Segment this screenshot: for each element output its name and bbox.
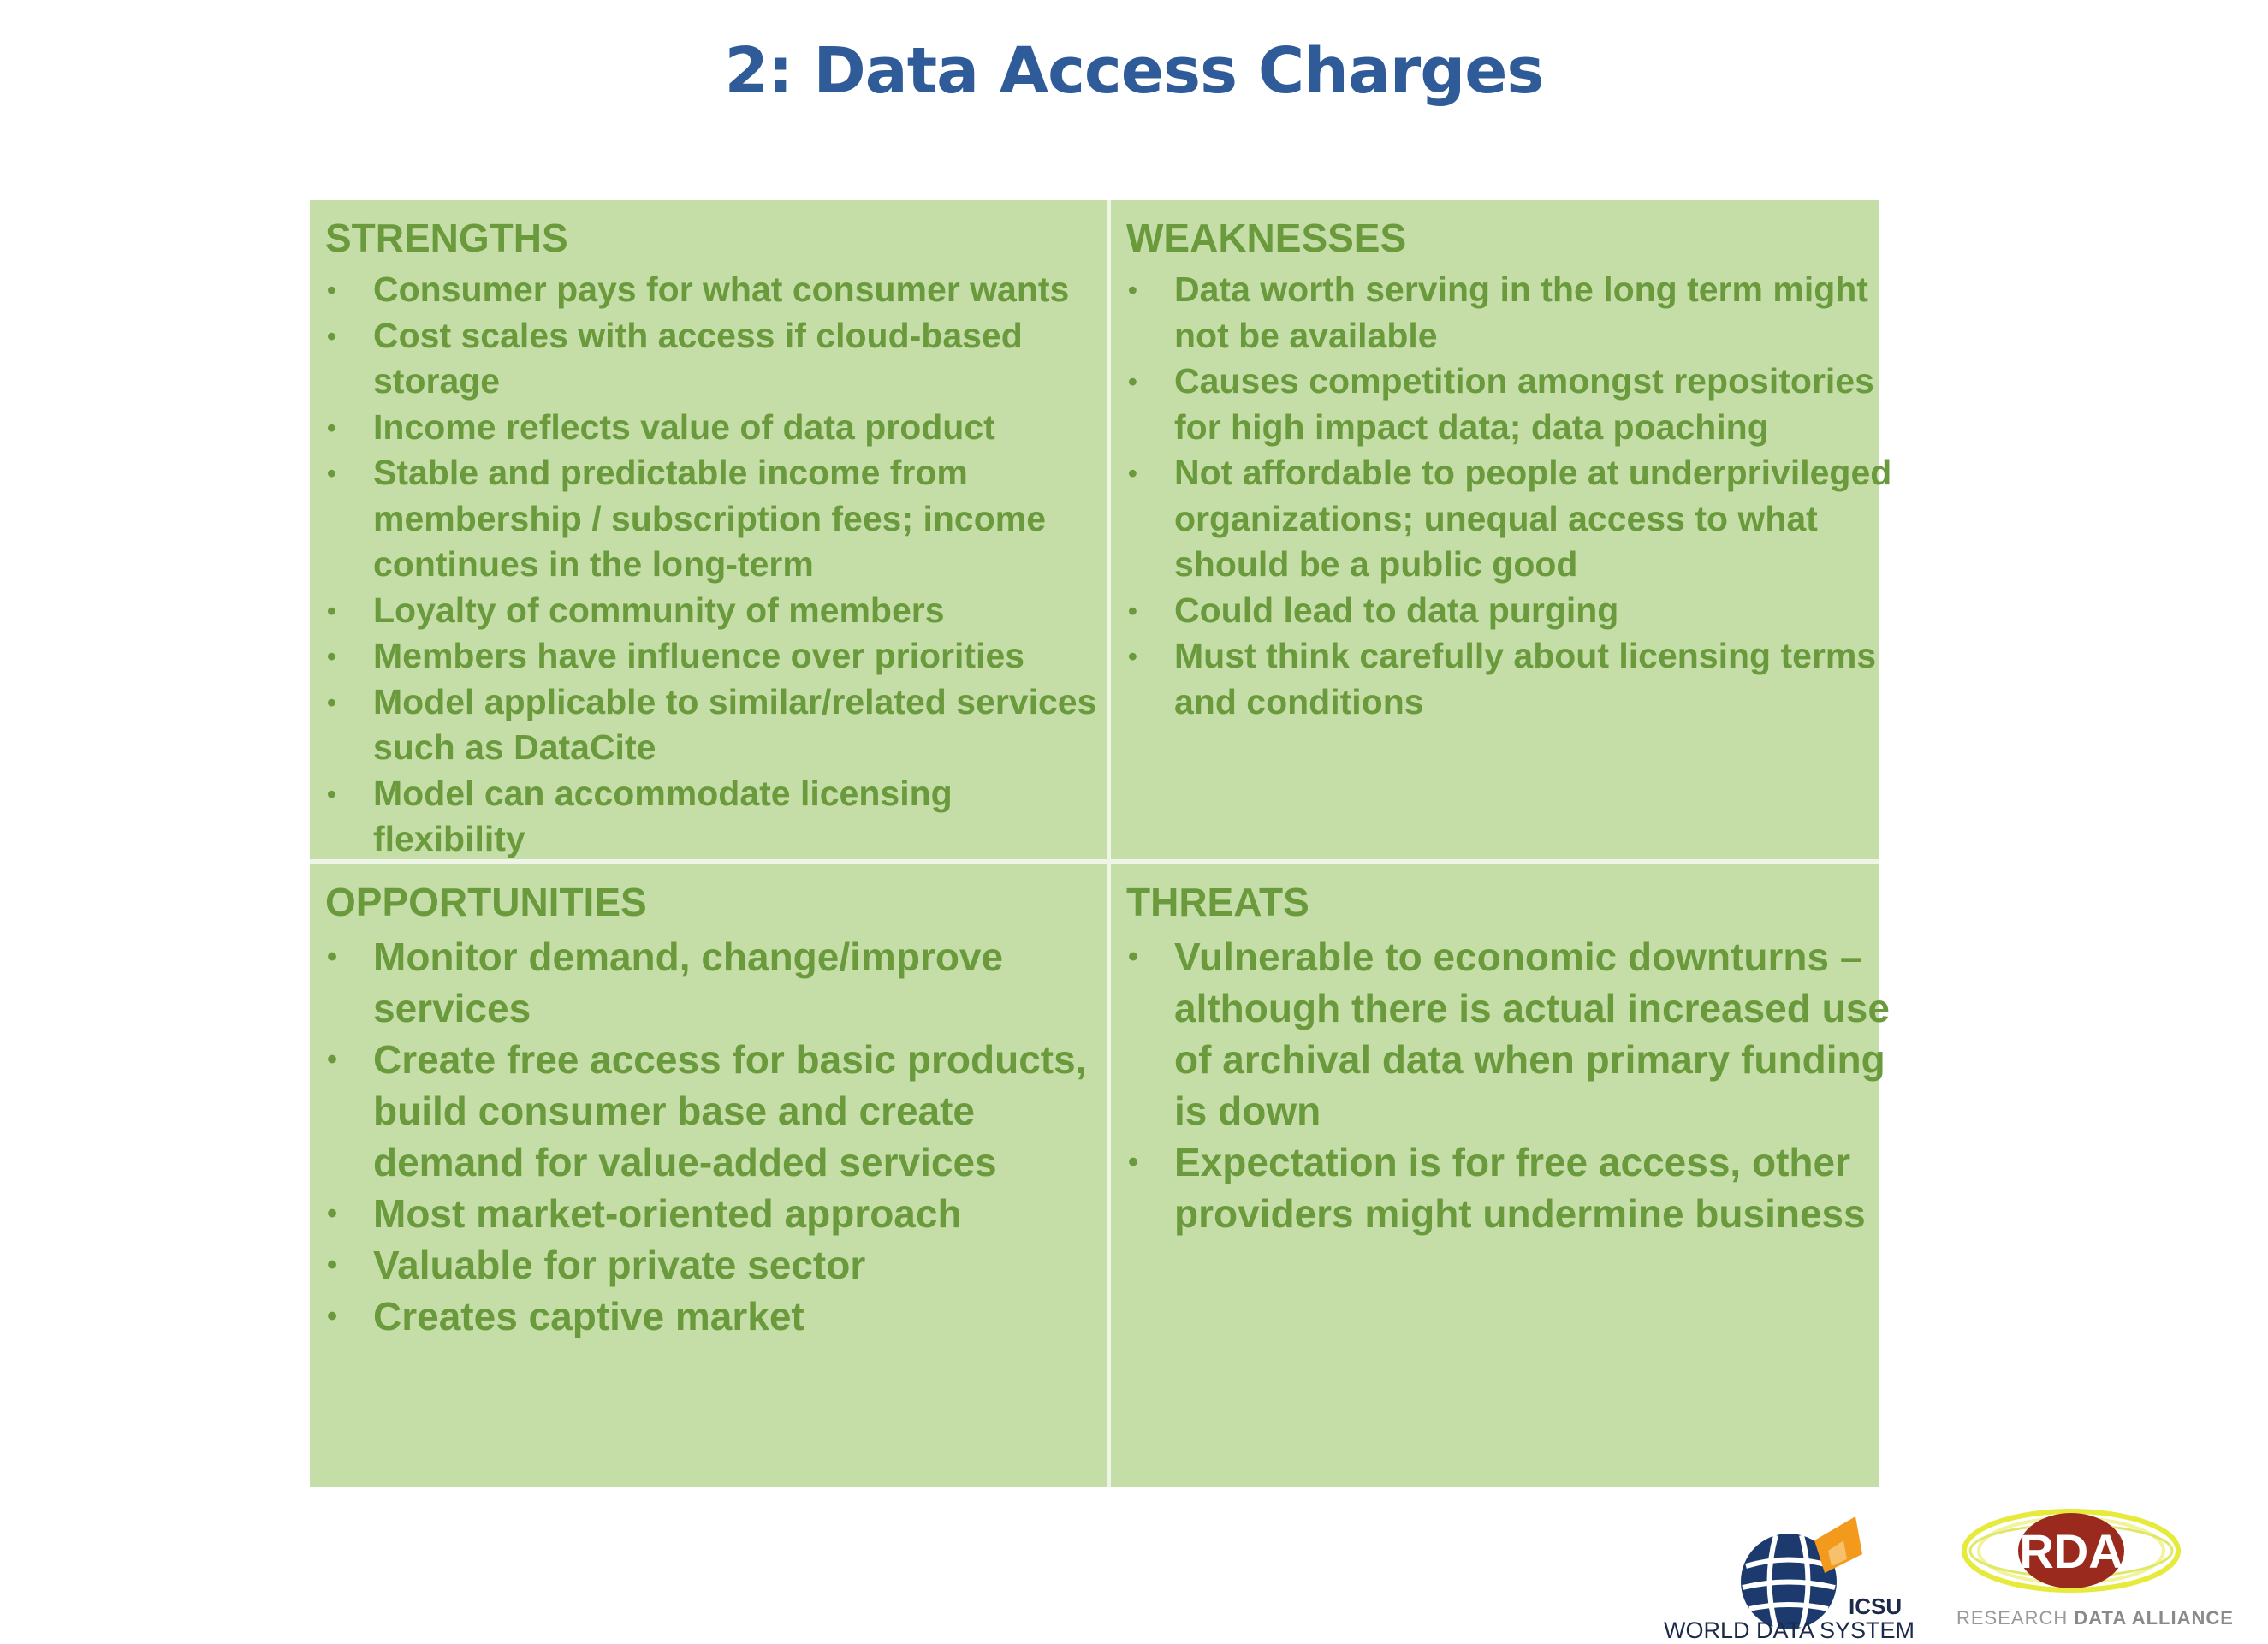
list-item-text: flexibility — [373, 819, 525, 858]
bullet-glyph: • — [327, 641, 336, 671]
bullet-glyph: • — [1128, 366, 1137, 396]
list-item — [325, 1188, 1094, 1239]
list-item-text: organizations; unequal access to what — [1174, 498, 1818, 538]
bullet-glyph: • — [1128, 941, 1139, 973]
bullet-glyph: • — [327, 1197, 338, 1230]
bullet-glyph: • — [1128, 1146, 1139, 1178]
bullet-glyph: • — [327, 1300, 338, 1332]
list-item-text: continues in the long-term — [373, 544, 814, 584]
opportunities-list — [325, 931, 1094, 1342]
bullet-glyph: • — [1128, 275, 1137, 305]
list-item-text: providers might undermine business — [1174, 1191, 1866, 1236]
list-item — [325, 359, 1094, 405]
list-item-text: Cost scales with access if cloud-based — [373, 315, 1023, 355]
weaknesses-list — [1126, 267, 1892, 725]
bullet-glyph: • — [327, 941, 338, 973]
rda-mark-text: RDA — [2019, 1524, 2123, 1578]
rda-name-light: RESEARCH — [1956, 1607, 2069, 1629]
bullet-glyph: • — [327, 686, 336, 717]
list-item — [1126, 1188, 1866, 1239]
research-data-alliance-label — [1956, 1607, 2234, 1629]
list-item — [325, 633, 1094, 680]
list-item-text: Most market-oriented approach — [373, 1191, 962, 1236]
list-item — [325, 267, 1094, 313]
slide-title: 2: Data Access Charges — [724, 34, 1544, 108]
list-item — [325, 542, 1094, 588]
list-item-text: Valuable for private sector — [373, 1243, 866, 1287]
list-item-text: membership / subscription fees; income — [373, 498, 1047, 538]
threats-quadrant — [1111, 864, 1890, 1487]
bullet-glyph: • — [327, 1043, 338, 1076]
list-item — [325, 405, 1094, 451]
list-item — [325, 1034, 1094, 1085]
list-item-text: Monitor demand, change/improve — [373, 935, 1004, 979]
list-item — [1126, 359, 1874, 405]
list-item — [1126, 450, 1892, 496]
list-item — [325, 771, 1094, 817]
list-item — [1126, 267, 1866, 313]
list-item-text: Consumer pays for what consumer wants — [373, 270, 1070, 309]
bullet-glyph: • — [327, 1249, 338, 1281]
list-item-text: Data worth serving in the long term might — [1174, 270, 1868, 309]
world-data-system-label: WORLD DATA SYSTEM — [1664, 1617, 1915, 1643]
strengths-quadrant — [310, 200, 1107, 859]
list-item-text: Expectation is for free access, other — [1174, 1140, 1850, 1184]
list-item-text: Model applicable to similar/related services — [373, 681, 1097, 721]
list-item — [1126, 931, 1866, 982]
list-item-text: such as DataCite — [373, 727, 656, 767]
list-item-text: Income reflects value of data product — [373, 407, 995, 447]
list-item — [325, 816, 1094, 863]
list-item — [1126, 1137, 1866, 1188]
bullet-glyph: • — [1128, 641, 1137, 671]
list-item — [325, 725, 1094, 771]
bullet-glyph: • — [1128, 458, 1137, 488]
bullet-glyph: • — [327, 320, 336, 351]
list-item-text: not be available — [1174, 315, 1438, 355]
list-item — [1126, 496, 1866, 543]
list-item-text: demand for value-added services — [373, 1140, 997, 1184]
list-item-text: and conditions — [1174, 681, 1424, 721]
list-item-text: Must think carefully about licensing terms — [1174, 636, 1877, 675]
list-item-text: Not affordable to people at underprivileged — [1174, 453, 1892, 492]
list-item — [1126, 633, 1877, 680]
bullet-glyph: • — [327, 595, 336, 626]
list-item — [325, 680, 1097, 726]
list-item — [1126, 588, 1866, 634]
list-item — [325, 931, 1094, 982]
bullet-glyph: • — [327, 412, 336, 442]
list-item-text: although there is actual increased use — [1174, 986, 1890, 1030]
list-item-text: Causes competition amongst repositories — [1174, 361, 1874, 401]
list-item-text: Could lead to data purging — [1174, 590, 1619, 630]
list-item-text: should be a public good — [1174, 544, 1578, 584]
opportunities-quadrant — [310, 864, 1107, 1487]
list-item-text: Creates captive market — [373, 1294, 804, 1338]
list-item — [1126, 680, 1866, 726]
list-item-text: Model can accommodate licensing — [373, 773, 953, 813]
list-item — [1126, 405, 1866, 451]
list-item — [1126, 542, 1866, 588]
list-item — [325, 982, 1094, 1034]
threats-heading: THREATS — [1126, 880, 1309, 924]
weaknesses-quadrant — [1111, 200, 1892, 859]
weaknesses-heading: WEAKNESSES — [1126, 216, 1407, 260]
list-item-text: Loyalty of community of members — [373, 590, 945, 630]
list-item — [325, 496, 1094, 543]
list-item-text: storage — [373, 361, 501, 401]
list-item — [325, 1137, 1094, 1188]
list-item-text: for high impact data; data poaching — [1174, 407, 1769, 447]
list-item-text: Stable and predictable income from — [373, 453, 968, 492]
list-item-text: services — [373, 986, 531, 1030]
list-item — [325, 450, 1094, 496]
list-item — [1126, 1085, 1866, 1137]
list-item — [325, 1239, 1094, 1291]
threats-list — [1126, 931, 1890, 1239]
bullet-glyph: • — [327, 778, 336, 809]
list-item — [1126, 313, 1866, 359]
list-item — [325, 1291, 1094, 1342]
list-item-text: Members have influence over priorities — [373, 636, 1025, 675]
strengths-heading: STRENGTHS — [325, 216, 568, 260]
list-item — [325, 1085, 1094, 1137]
list-item-text: of archival data when primary funding — [1174, 1037, 1885, 1082]
bullet-glyph: • — [327, 458, 336, 488]
opportunities-heading: OPPORTUNITIES — [325, 880, 647, 924]
list-item — [1126, 1034, 1885, 1085]
list-item — [1126, 982, 1890, 1034]
strengths-list — [325, 267, 1097, 863]
icsu-label: ICSU — [1849, 1594, 1903, 1619]
list-item-text: is down — [1174, 1089, 1321, 1133]
list-item-text: Create free access for basic products, — [373, 1037, 1087, 1082]
list-item-text: build consumer base and create — [373, 1089, 976, 1133]
bullet-glyph: • — [327, 275, 336, 305]
bullet-glyph: • — [1128, 595, 1137, 626]
list-item-text: Vulnerable to economic downturns – — [1174, 935, 1862, 979]
swot-grid — [310, 200, 1892, 1487]
list-item — [325, 313, 1094, 359]
list-item — [325, 588, 1094, 634]
rda-name-bold: DATA ALLIANCE — [2074, 1607, 2234, 1629]
